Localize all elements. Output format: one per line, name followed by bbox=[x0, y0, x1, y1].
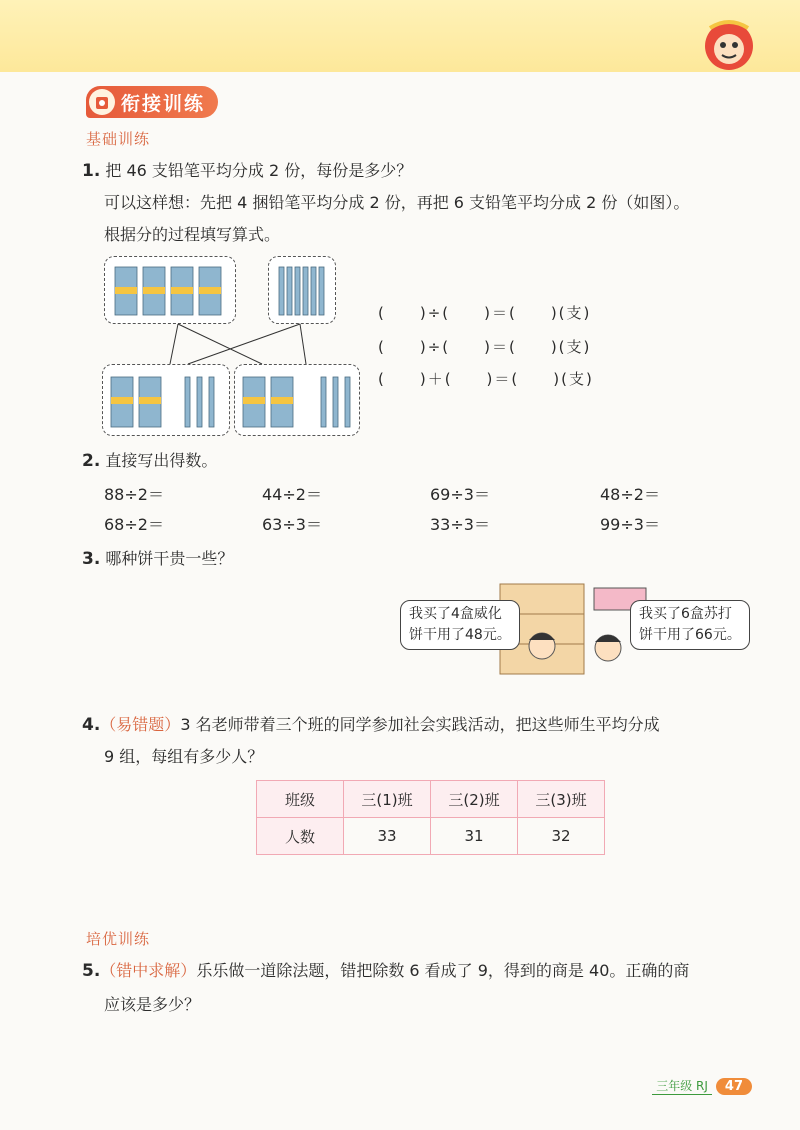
q5-text-2: 应该是多少？ bbox=[104, 995, 201, 1014]
half-pencils-icon bbox=[235, 365, 359, 435]
question-number: 5. bbox=[82, 961, 101, 981]
q4-text-2: 9 组，每组有多少人？ bbox=[104, 747, 264, 766]
table-header-cell: 三(1)班 bbox=[344, 781, 431, 818]
grade-label: 三年级 RJ bbox=[652, 1077, 712, 1095]
question-text: 3 名老师带着三个班的同学参加社会实践活动，把这些师生平均分成 bbox=[180, 715, 660, 734]
table-header-cell: 三(3)班 bbox=[518, 781, 605, 818]
table-cell: 31 bbox=[431, 818, 518, 855]
calc-item: 68÷2＝ bbox=[104, 515, 164, 534]
class-table bbox=[256, 780, 605, 855]
top-banner bbox=[0, 0, 800, 72]
medal-icon bbox=[89, 89, 115, 115]
table-cell: 32 bbox=[518, 818, 605, 855]
bubble-line: 饼干用了66元。 bbox=[639, 627, 741, 643]
calc-item: 88÷2＝ bbox=[104, 485, 164, 504]
question-number: 4. bbox=[82, 715, 101, 735]
question-text: 直接写出得数。 bbox=[105, 451, 218, 470]
section-banner bbox=[86, 86, 218, 118]
basic-heading: 基础训练 bbox=[86, 130, 151, 148]
calc-item: 99÷3＝ bbox=[600, 515, 660, 534]
equation-2[interactable]: ( )÷( )＝( )(支) bbox=[378, 338, 592, 356]
footer bbox=[652, 1077, 752, 1095]
calc-item: 33÷3＝ bbox=[430, 515, 490, 534]
q1-hint-1: 可以这样想：先把 4 捆铅笔平均分成 2 份，再把 6 支铅笔平均分成 2 份（如图）。 bbox=[104, 193, 690, 212]
question-number: 1. bbox=[82, 161, 101, 181]
table-cell: 人数 bbox=[257, 818, 344, 855]
table-row bbox=[257, 818, 605, 855]
question-number: 2. bbox=[82, 451, 101, 471]
calc-item: 63÷3＝ bbox=[262, 515, 322, 534]
calc-item: 69÷3＝ bbox=[430, 485, 490, 504]
question-2 bbox=[82, 448, 217, 474]
advanced-heading: 培优训练 bbox=[86, 930, 151, 948]
monkey-mascot-icon bbox=[698, 14, 760, 74]
question-3 bbox=[82, 546, 233, 572]
q1-hint-2: 根据分的过程填写算式。 bbox=[104, 225, 281, 244]
question-5 bbox=[82, 958, 689, 984]
table-header-cell: 班级 bbox=[257, 781, 344, 818]
question-text: 乐乐做一道除法题，错把除数 6 看成了 9，得到的商是 40。正确的商 bbox=[196, 961, 690, 980]
question-1 bbox=[82, 158, 412, 184]
question-tag: （易错题） bbox=[100, 715, 181, 734]
single-pencils-icon bbox=[269, 257, 335, 323]
split-arrows bbox=[100, 320, 360, 370]
question-4 bbox=[82, 712, 660, 738]
question-number: 3. bbox=[82, 549, 101, 569]
equation-3[interactable]: ( )＋( )＝( )(支) bbox=[378, 370, 594, 388]
six-pencils-box bbox=[268, 256, 336, 324]
calc-item: 48÷2＝ bbox=[600, 485, 660, 504]
four-bundles-box bbox=[104, 256, 236, 324]
speech-bubble-right bbox=[630, 600, 750, 650]
bubble-line: 饼干用了48元。 bbox=[409, 627, 511, 643]
bubble-line: 我买了4盒威化 bbox=[409, 606, 502, 622]
equation-1[interactable]: ( )÷( )＝( )(支) bbox=[378, 304, 592, 322]
section-title: 衔接训练 bbox=[121, 92, 206, 115]
calc-item: 44÷2＝ bbox=[262, 485, 322, 504]
question-text: 哪种饼干贵一些？ bbox=[105, 549, 234, 568]
question-tag: （错中求解） bbox=[100, 961, 197, 980]
half-box-right bbox=[234, 364, 360, 436]
half-box-left bbox=[102, 364, 230, 436]
table-cell: 33 bbox=[344, 818, 431, 855]
pencil-bundles-icon bbox=[105, 257, 235, 323]
bubble-line: 我买了6盒苏打 bbox=[639, 606, 732, 622]
question-text: 把 46 支铅笔平均分成 2 份，每份是多少？ bbox=[105, 161, 413, 180]
table-row bbox=[257, 781, 605, 818]
half-pencils-icon bbox=[103, 365, 229, 435]
page-number: 47 bbox=[716, 1078, 752, 1095]
speech-bubble-left bbox=[400, 600, 520, 650]
table-header-cell: 三(2)班 bbox=[431, 781, 518, 818]
